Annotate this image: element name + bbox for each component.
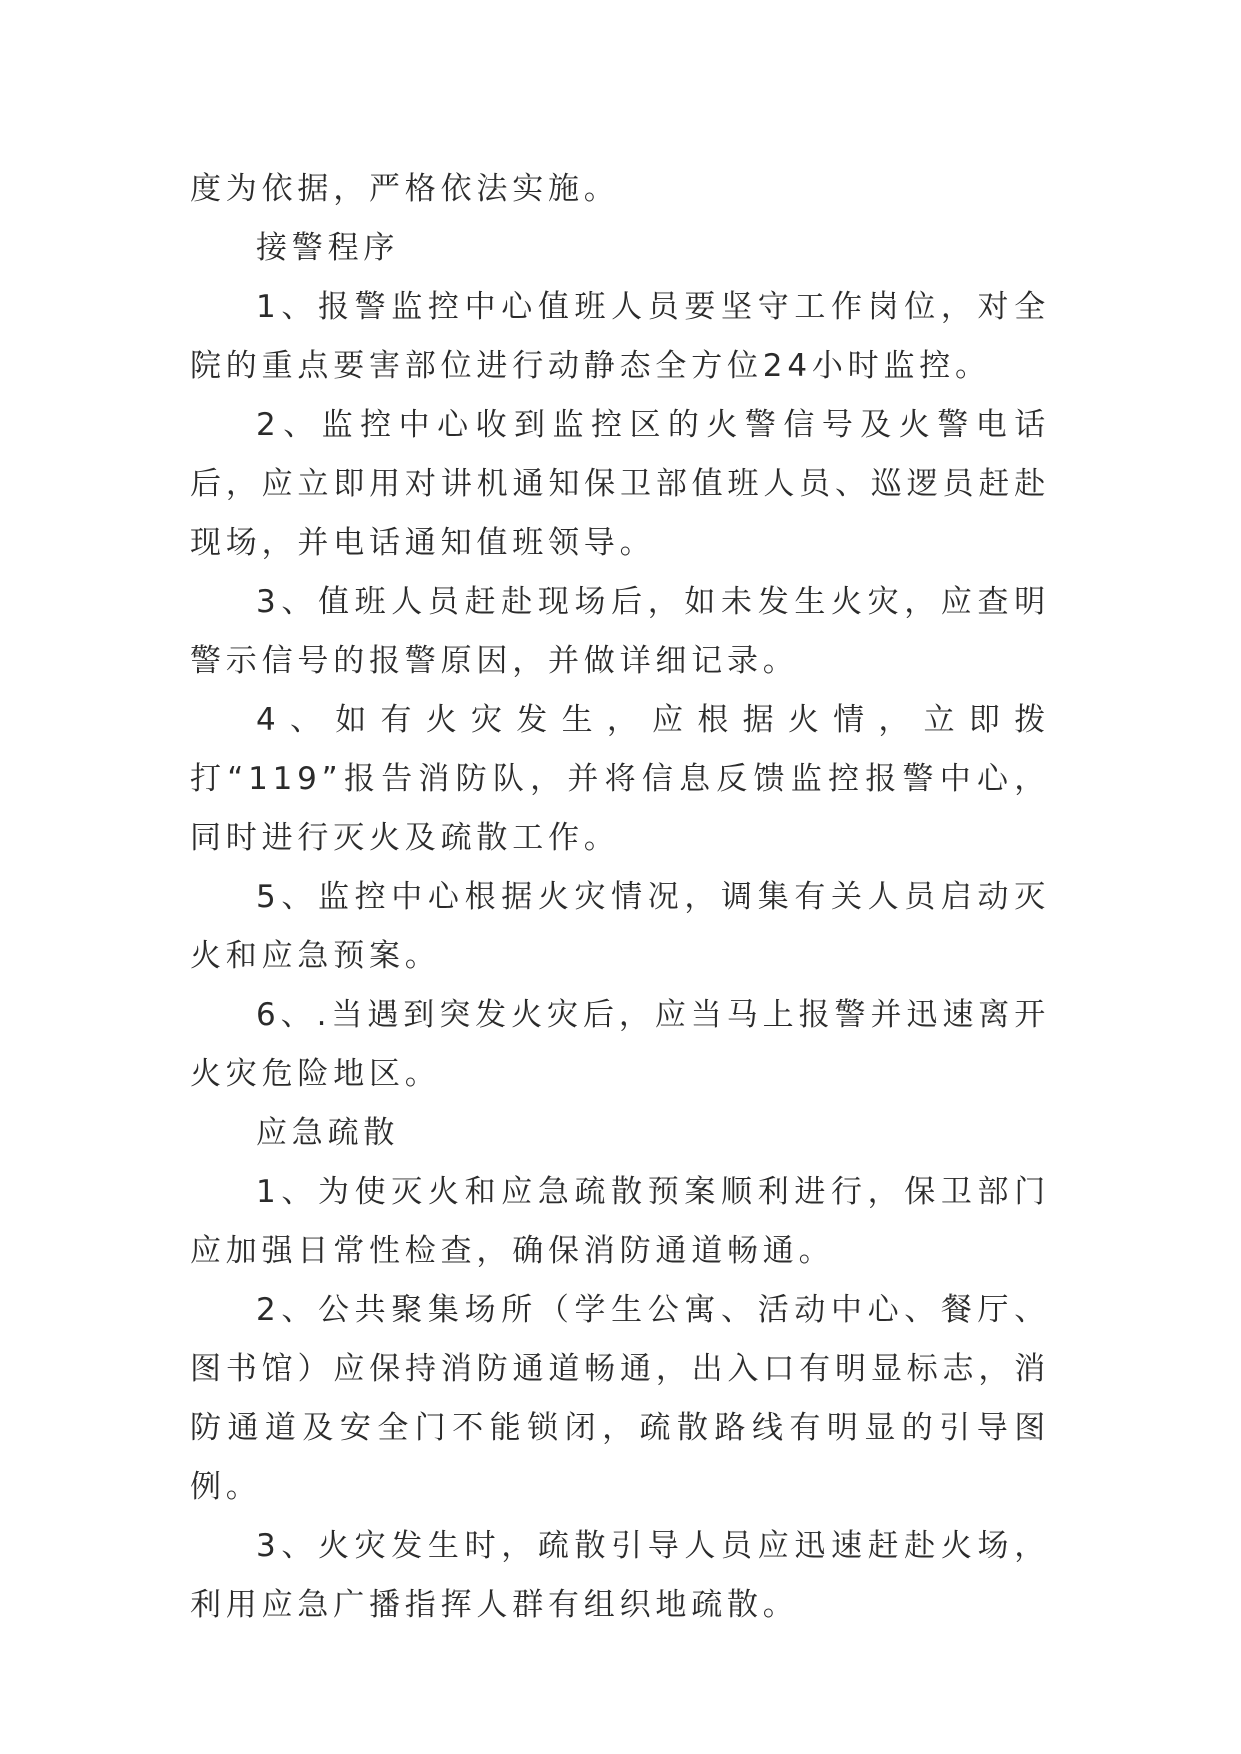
section-heading-alarm-procedure: 接警程序 xyxy=(256,230,400,266)
paragraph-continuation: 度为依据，严格依法实施。 xyxy=(190,171,620,207)
paragraph-item: 1、报警监控中心值班人员要坚守工作岗位，对全院的重点要害部位进行动静态全方位24小时监控。 xyxy=(190,289,1050,384)
paragraph-item: 5、监控中心根据火灾情况，调集有关人员启动灭火和应急预案。 xyxy=(190,879,1050,974)
paragraph-item: 3、值班人员赶赴现场后，如未发生火灾，应查明警示信号的报警原因，并做详细记录。 xyxy=(190,584,1050,679)
paragraph-item: 4、如有火灾发生，应根据火情，立即拨打“119”报告消防队，并将信息反馈监控报警中心，同时进行灭火及疏散工作。 xyxy=(190,702,1050,856)
document-body xyxy=(190,160,1050,1635)
paragraph-item: 6、.当遇到突发火灾后，应当马上报警并迅速离开火灾危险地区。 xyxy=(190,997,1050,1092)
paragraph-item: 1、为使灭火和应急疏散预案顺利进行，保卫部门应加强日常性检查，确保消防通道畅通。 xyxy=(190,1174,1050,1269)
paragraph-item: 3、火灾发生时，疏散引导人员应迅速赶赴火场，利用应急广播指挥人群有组织地疏散。 xyxy=(190,1528,1050,1623)
paragraph-item: 2、监控中心收到监控区的火警信号及火警电话后，应立即用对讲机通知保卫部值班人员、巡逻员赶赴现场，并电话通知值班领导。 xyxy=(190,407,1050,561)
section-heading-emergency-evacuation: 应急疏散 xyxy=(256,1115,400,1151)
paragraph-item: 2、公共聚集场所（学生公寓、活动中心、餐厅、图书馆）应保持消防通道畅通，出入口有明显标志，消防通道及安全门不能锁闭，疏散路线有明显的引导图例。 xyxy=(190,1292,1050,1505)
